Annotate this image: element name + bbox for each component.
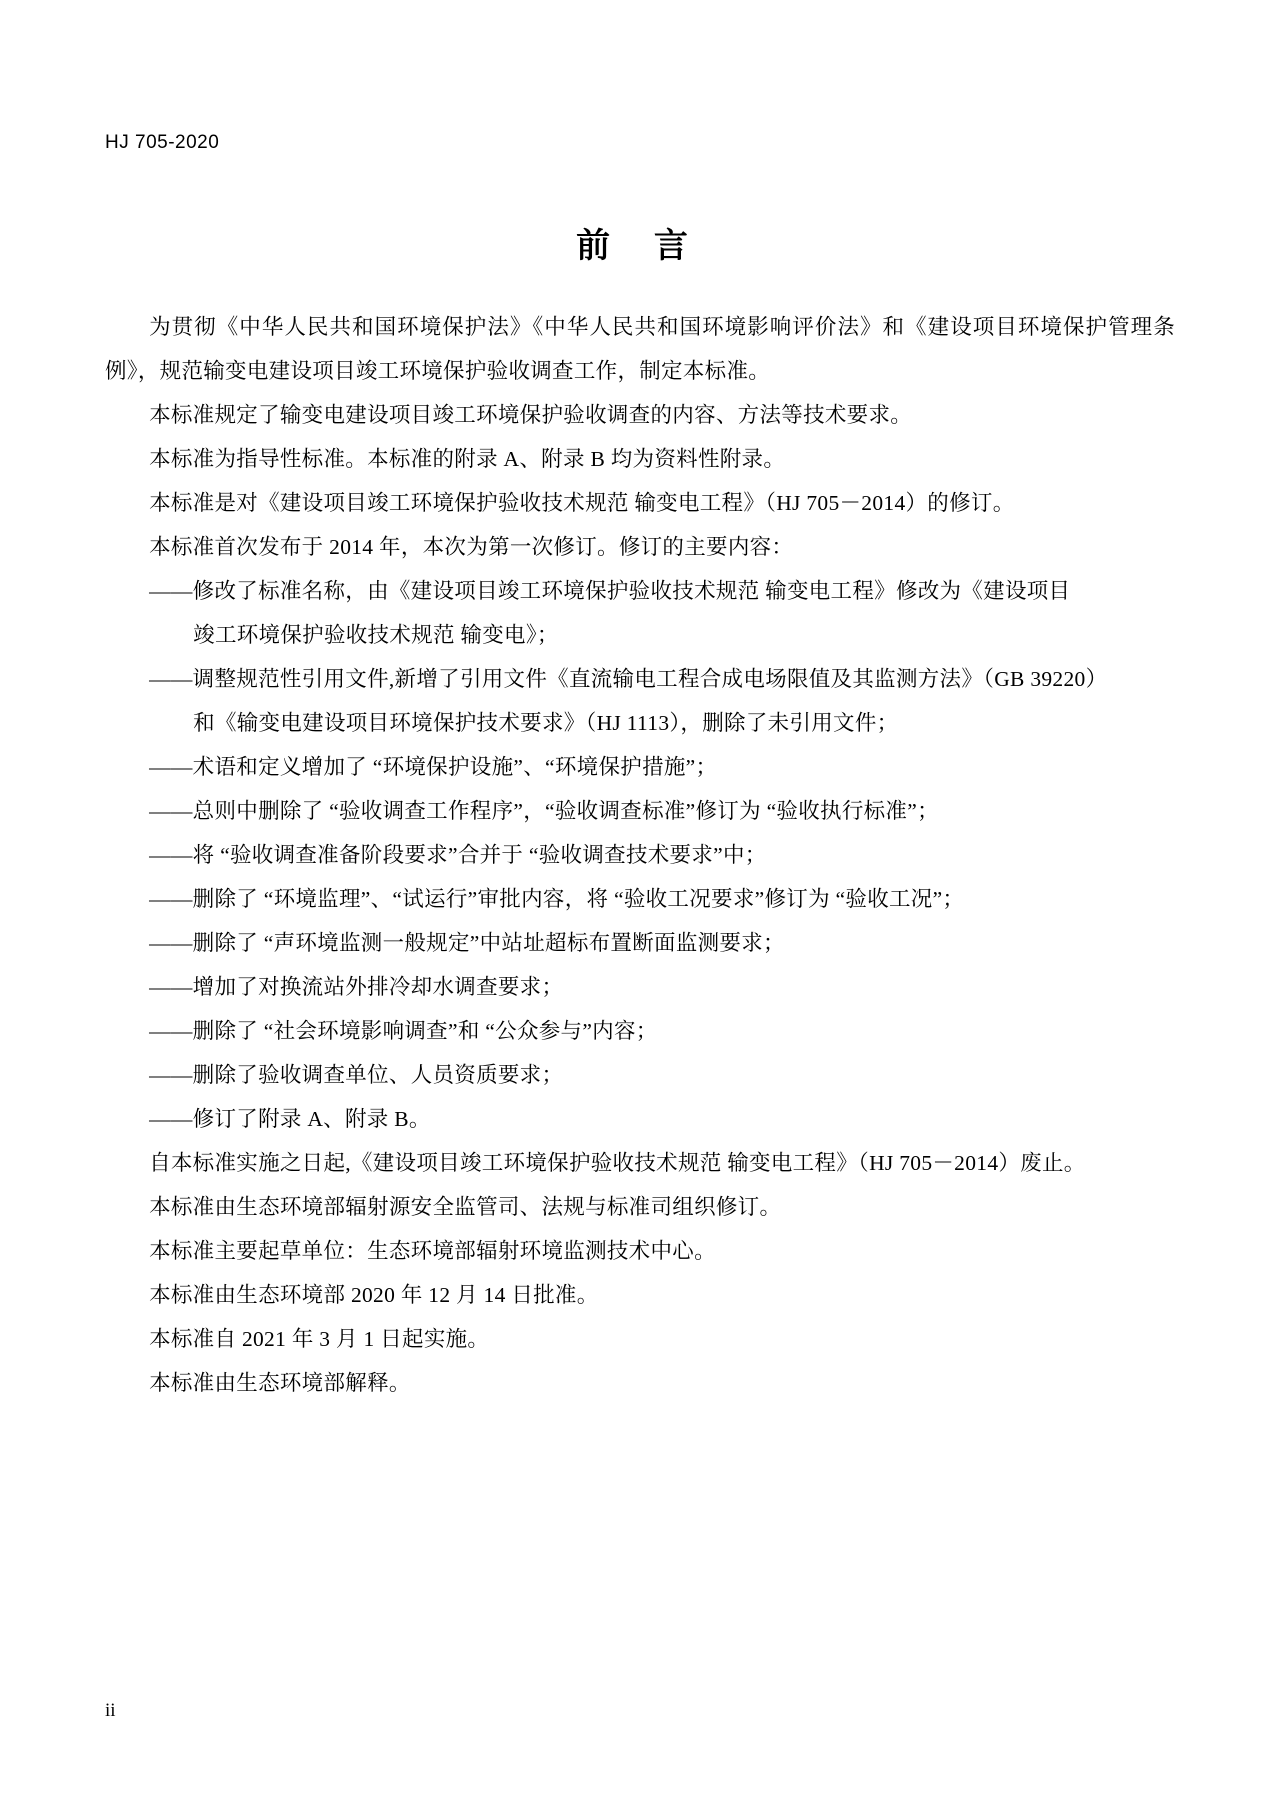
list-item <box>105 1053 1175 1097</box>
list-item-line: ——调整规范性引用文件,新增了引用文件《直流输电工程合成电场限值及其监测方法》（GB 39220） <box>149 667 1108 691</box>
list-item <box>105 569 1175 657</box>
list-item-line: ——删除了 “声环境监测一般规定”中站址超标布置断面监测要求； <box>149 931 785 955</box>
list-item <box>105 877 1175 921</box>
list-item-line: ——修改了标准名称，由《建设项目竣工环境保护验收技术规范 输变电工程》修改为《建设项目 <box>149 579 1071 603</box>
paragraph: 本标准是对《建设项目竣工环境保护验收技术规范 输变电工程》（HJ 705－2014）的修订。 <box>149 491 1015 515</box>
list-item-line: ——将 “验收调查准备阶段要求”合并于 “验收调查技术要求”中； <box>149 843 767 867</box>
list-item-line: ——总则中删除了 “验收调查工作程序”，“验收调查标准”修订为 “验收执行标准”； <box>149 799 939 823</box>
paragraph: 本标准由生态环境部解释。 <box>149 1371 411 1395</box>
list-item-line: ——删除了 “社会环境影响调查”和 “公众参与”内容； <box>149 1019 658 1043</box>
paragraph: 本标准主要起草单位：生态环境部辐射环境监测技术中心。 <box>149 1239 716 1263</box>
standard-code-header: HJ 705-2020 <box>105 132 220 153</box>
list-item-line: ——术语和定义增加了 “环境保护设施”、“环境保护措施”； <box>149 755 718 779</box>
paragraph: 本标准首次发布于 2014 年，本次为第一次修订。修订的主要内容： <box>149 535 794 559</box>
list-item-line: 和《输变电建设项目环境保护技术要求》（HJ 1113），删除了未引用文件； <box>193 711 899 735</box>
paragraph: 自本标准实施之日起,《建设项目竣工环境保护验收技术规范 输变电工程》（HJ 705－2014）废止。 <box>149 1151 1086 1175</box>
list-item-line: 竣工环境保护验收技术规范 输变电》； <box>193 623 559 647</box>
paragraph: 本标准为指导性标准。本标准的附录 A、附录 B 均为资料性附录。 <box>149 447 786 471</box>
list-item <box>105 1009 1175 1053</box>
list-item <box>105 833 1175 877</box>
page-number: ii <box>105 1700 116 1721</box>
paragraph: 本标准规定了输变电建设项目竣工环境保护验收调查的内容、方法等技术要求。 <box>149 403 913 427</box>
list-item <box>105 789 1175 833</box>
list-item-line: ——修订了附录 A、附录 B。 <box>149 1107 431 1131</box>
list-item <box>105 921 1175 965</box>
list-item <box>105 745 1175 789</box>
document-body <box>105 305 1175 1405</box>
list-item <box>105 965 1175 1009</box>
page-title: 前 言 <box>576 226 704 266</box>
paragraph: 本标准自 2021 年 3 月 1 日起实施。 <box>149 1327 490 1351</box>
list-item <box>105 1097 1175 1141</box>
list-item-line: ——增加了对换流站外排冷却水调查要求； <box>149 975 564 999</box>
paragraph: 为贯彻《中华人民共和国环境保护法》《中华人民共和国环境影响评价法》和《建设项目环境保护管理条例》，规范输变电建设项目竣工环境保护验收调查工作，制定本标准。 <box>105 315 1175 383</box>
paragraph: 本标准由生态环境部辐射源安全监管司、法规与标准司组织修订。 <box>149 1195 782 1219</box>
list-item <box>105 657 1175 745</box>
list-item-line: ——删除了验收调查单位、人员资质要求； <box>149 1063 564 1087</box>
list-item-line: ——删除了 “环境监理”、“试运行”审批内容，将 “验收工况要求”修订为 “验收工况”； <box>149 887 965 911</box>
paragraph: 本标准由生态环境部 2020 年 12 月 14 日批准。 <box>149 1283 599 1307</box>
